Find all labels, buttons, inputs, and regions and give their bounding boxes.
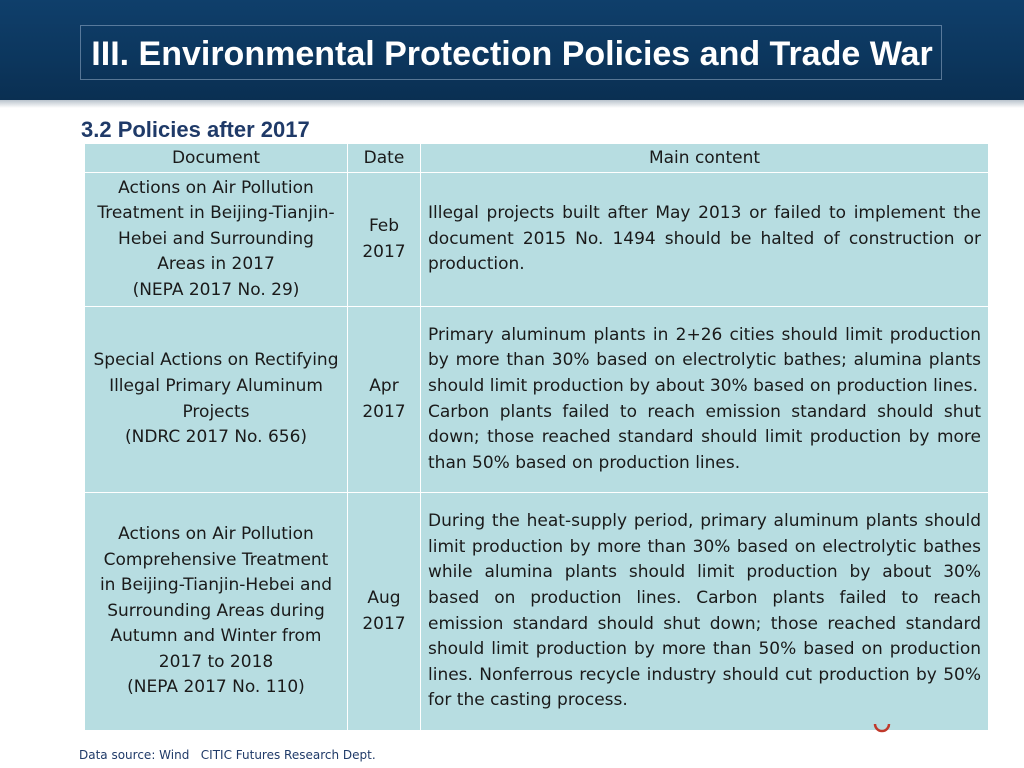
document-line: in Beijing-Tianjin-Hebei and <box>99 575 333 596</box>
table-row <box>85 173 989 307</box>
date-cell <box>348 493 421 731</box>
date-year: 2017 <box>362 401 406 422</box>
document-line: Areas in 2017 <box>157 254 275 275</box>
document-line: (NEPA 2017 No. 110) <box>127 677 305 698</box>
document-line: Treatment in Beijing-Tianjin- <box>97 203 335 224</box>
date-month: Apr <box>369 375 399 396</box>
date-cell <box>348 307 421 493</box>
policy-table <box>84 143 989 731</box>
document-line: Actions on Air Pollution <box>118 523 314 544</box>
content-paragraph: Carbon plants failed to reach emission standard should shut down; those reached standard should limit production by more than 50% based on production lines. <box>428 401 981 473</box>
document-line: Surrounding Areas during <box>107 600 325 621</box>
document-line: Actions on Air Pollution <box>118 177 314 198</box>
document-line: Autumn and Winter from <box>110 626 322 647</box>
page-title: III. Environmental Protection Policies and Trade War <box>91 35 933 73</box>
date-year: 2017 <box>362 241 406 262</box>
policy-table-container <box>84 143 988 730</box>
document-line: Projects <box>182 401 250 422</box>
document-line: Special Actions on Rectifying <box>93 350 339 371</box>
header-shadow <box>0 100 1024 108</box>
document-cell <box>85 173 348 307</box>
column-header-main-content: Main content <box>421 144 989 173</box>
document-cell <box>85 493 348 731</box>
content-paragraph: Primary aluminum plants in 2+26 cities should limit production by more than 30% based on electrolytic bathes; alumina plants should limit production by about 30% based on production lines. <box>428 324 981 396</box>
document-line: Comprehensive Treatment <box>103 549 329 570</box>
main-content-cell <box>421 493 989 731</box>
column-header-date: Date <box>348 144 421 173</box>
column-header-document: Document <box>85 144 348 173</box>
document-line: (NDRC 2017 No. 656) <box>124 427 308 448</box>
main-content-cell <box>421 307 989 493</box>
data-source-note: Data source: Wind CITIC Futures Research Dept. <box>79 748 376 762</box>
document-line: (NEPA 2017 No. 29) <box>132 279 300 300</box>
citic-logo-icon <box>872 716 892 736</box>
table-row <box>85 493 989 731</box>
date-month: Feb <box>368 215 400 236</box>
content-paragraph: During the heat-supply period, primary aluminum plants should limit production by more than 30% based on electrolytic bathes while alumina plants should limit production by about 30% based on production lines. Carbon plants failed to reach emission standard should shut down; those reached standard should limit production by more than 50% based on production lines. Nonferrous recycle industry should cut production by 50% for the casting process. <box>428 511 981 711</box>
document-line: Illegal Primary Aluminum <box>109 375 323 396</box>
date-month: Aug <box>367 587 401 608</box>
document-line: Hebei and Surrounding <box>118 228 314 249</box>
table-header-row <box>85 144 989 173</box>
main-content-cell <box>421 173 989 307</box>
content-paragraph: Illegal projects built after May 2013 or failed to implement the document 2015 No. 1494 should be halted of construction or production. <box>428 203 981 275</box>
date-year: 2017 <box>362 613 406 634</box>
date-cell <box>348 173 421 307</box>
document-line: 2017 to 2018 <box>158 651 274 672</box>
document-cell <box>85 307 348 493</box>
table-row <box>85 307 989 493</box>
section-title: 3.2 Policies after 2017 <box>81 117 310 142</box>
